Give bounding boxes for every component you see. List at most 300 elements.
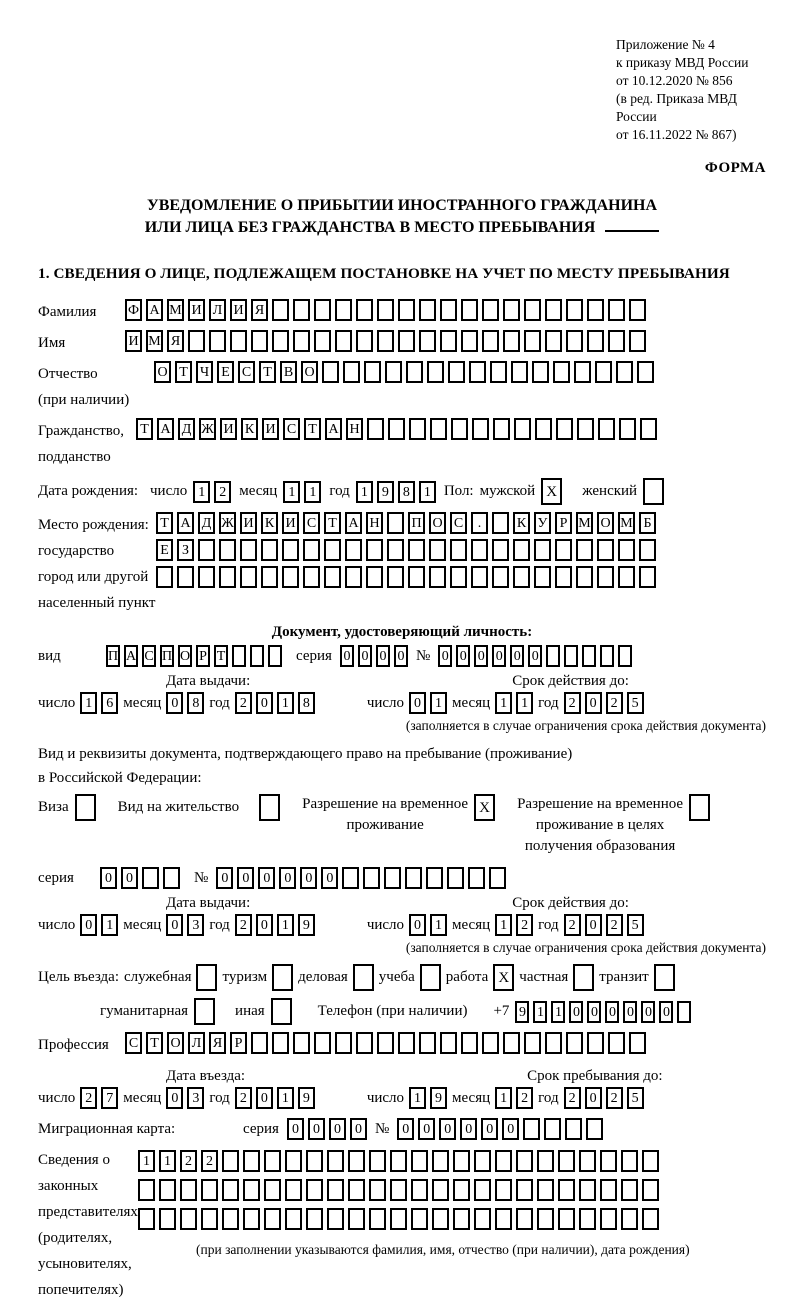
char-box[interactable] [474, 1179, 491, 1201]
char-box[interactable]: 0 [585, 914, 602, 936]
char-box[interactable] [335, 330, 352, 352]
char-box[interactable] [556, 418, 573, 440]
char-box[interactable] [369, 1179, 386, 1201]
char-box[interactable]: 0 [397, 1118, 414, 1140]
char-box[interactable] [303, 539, 320, 561]
char-box[interactable] [426, 867, 443, 889]
char-box[interactable] [577, 418, 594, 440]
char-box[interactable] [537, 1208, 554, 1230]
char-box[interactable]: С [125, 1032, 142, 1054]
char-box[interactable] [408, 539, 425, 561]
char-box[interactable] [408, 566, 425, 588]
char-box[interactable] [677, 1001, 691, 1023]
char-box[interactable] [387, 512, 404, 534]
purpose-tourism-checkbox[interactable] [272, 964, 293, 991]
char-box[interactable]: 1 [80, 692, 97, 714]
char-box[interactable] [327, 1150, 344, 1172]
char-box[interactable] [306, 1150, 323, 1172]
char-box[interactable] [447, 867, 464, 889]
char-box[interactable]: Л [188, 1032, 205, 1054]
char-box[interactable] [453, 1150, 470, 1172]
char-box[interactable]: 2 [80, 1087, 97, 1109]
char-box[interactable]: Т [175, 361, 192, 383]
char-box[interactable] [419, 299, 436, 321]
char-box[interactable] [576, 539, 593, 561]
char-box[interactable] [432, 1179, 449, 1201]
char-box[interactable]: 0 [258, 867, 275, 889]
char-box[interactable]: 0 [166, 914, 183, 936]
char-box[interactable] [285, 1208, 302, 1230]
char-box[interactable]: 6 [101, 692, 118, 714]
char-box[interactable]: С [142, 645, 156, 667]
char-box[interactable]: 2 [201, 1150, 218, 1172]
char-box[interactable] [471, 566, 488, 588]
char-box[interactable] [600, 1208, 617, 1230]
char-box[interactable] [451, 418, 468, 440]
char-box[interactable] [516, 1150, 533, 1172]
char-box[interactable] [250, 645, 264, 667]
char-box[interactable] [432, 1150, 449, 1172]
char-box[interactable] [524, 330, 541, 352]
char-box[interactable] [448, 361, 465, 383]
char-box[interactable]: С [303, 512, 320, 534]
char-box[interactable] [142, 867, 159, 889]
char-box[interactable]: 5 [627, 1087, 644, 1109]
char-box[interactable] [566, 1032, 583, 1054]
char-box[interactable] [553, 361, 570, 383]
char-box[interactable] [495, 1150, 512, 1172]
char-box[interactable] [493, 418, 510, 440]
char-box[interactable] [618, 566, 635, 588]
char-box[interactable] [243, 1179, 260, 1201]
char-box[interactable]: 1 [551, 1001, 565, 1023]
char-box[interactable] [461, 1032, 478, 1054]
char-box[interactable] [419, 330, 436, 352]
char-box[interactable]: А [124, 645, 138, 667]
char-box[interactable]: 0 [100, 867, 117, 889]
char-box[interactable]: К [241, 418, 258, 440]
char-box[interactable] [600, 1150, 617, 1172]
char-box[interactable] [322, 361, 339, 383]
char-box[interactable] [608, 299, 625, 321]
char-box[interactable]: Т [136, 418, 153, 440]
char-box[interactable] [293, 1032, 310, 1054]
sex-male-checkbox[interactable]: X [541, 478, 562, 505]
char-box[interactable] [390, 1150, 407, 1172]
char-box[interactable]: 8 [187, 692, 204, 714]
char-box[interactable] [558, 1179, 575, 1201]
char-box[interactable]: 0 [216, 867, 233, 889]
char-box[interactable] [639, 539, 656, 561]
char-box[interactable]: 0 [237, 867, 254, 889]
char-box[interactable]: М [167, 299, 184, 321]
char-box[interactable] [306, 1208, 323, 1230]
char-box[interactable]: Ж [219, 512, 236, 534]
char-box[interactable]: 0 [623, 1001, 637, 1023]
char-box[interactable] [369, 1208, 386, 1230]
char-box[interactable] [377, 330, 394, 352]
char-box[interactable]: С [238, 361, 255, 383]
char-box[interactable]: 0 [394, 645, 408, 667]
char-box[interactable] [342, 867, 359, 889]
char-box[interactable] [387, 566, 404, 588]
char-box[interactable]: 5 [627, 914, 644, 936]
char-box[interactable]: Р [230, 1032, 247, 1054]
char-box[interactable]: К [513, 512, 530, 534]
char-box[interactable] [156, 566, 173, 588]
char-box[interactable]: 1 [533, 1001, 547, 1023]
purpose-transit-checkbox[interactable] [654, 964, 675, 991]
char-box[interactable]: П [408, 512, 425, 534]
char-box[interactable]: 0 [585, 692, 602, 714]
char-box[interactable]: 0 [587, 1001, 601, 1023]
char-box[interactable]: Т [146, 1032, 163, 1054]
char-box[interactable] [430, 418, 447, 440]
char-box[interactable] [639, 566, 656, 588]
char-box[interactable] [385, 361, 402, 383]
char-box[interactable] [608, 1032, 625, 1054]
residence-permit-checkbox[interactable] [259, 794, 280, 821]
char-box[interactable] [366, 566, 383, 588]
char-box[interactable]: 2 [564, 1087, 581, 1109]
char-box[interactable] [335, 299, 352, 321]
char-box[interactable] [545, 299, 562, 321]
char-box[interactable]: 5 [627, 692, 644, 714]
char-box[interactable]: 0 [569, 1001, 583, 1023]
char-box[interactable] [492, 512, 509, 534]
char-box[interactable] [546, 645, 560, 667]
char-box[interactable]: 0 [121, 867, 138, 889]
char-box[interactable] [411, 1179, 428, 1201]
char-box[interactable] [558, 1208, 575, 1230]
char-box[interactable]: И [282, 512, 299, 534]
char-box[interactable] [384, 867, 401, 889]
char-box[interactable]: 1 [430, 692, 447, 714]
char-box[interactable] [621, 1150, 638, 1172]
char-box[interactable] [243, 1208, 260, 1230]
char-box[interactable] [356, 299, 373, 321]
char-box[interactable] [600, 645, 614, 667]
char-box[interactable] [377, 1032, 394, 1054]
char-box[interactable] [564, 645, 578, 667]
char-box[interactable]: Т [304, 418, 321, 440]
char-box[interactable]: У [534, 512, 551, 534]
char-box[interactable]: 1 [277, 692, 294, 714]
char-box[interactable] [587, 330, 604, 352]
char-box[interactable] [432, 1208, 449, 1230]
char-box[interactable] [523, 1118, 540, 1140]
char-box[interactable] [409, 418, 426, 440]
char-box[interactable] [411, 1150, 428, 1172]
char-box[interactable]: 0 [438, 645, 452, 667]
char-box[interactable] [387, 539, 404, 561]
char-box[interactable] [348, 1150, 365, 1172]
char-box[interactable]: 9 [515, 1001, 529, 1023]
purpose-business-checkbox[interactable] [196, 964, 217, 991]
char-box[interactable]: 0 [481, 1118, 498, 1140]
char-box[interactable] [293, 330, 310, 352]
char-box[interactable] [222, 1150, 239, 1172]
char-box[interactable] [356, 1032, 373, 1054]
char-box[interactable] [535, 418, 552, 440]
char-box[interactable]: 0 [80, 914, 97, 936]
char-box[interactable] [537, 1150, 554, 1172]
char-box[interactable]: 2 [214, 481, 231, 503]
char-box[interactable]: 0 [409, 914, 426, 936]
char-box[interactable] [524, 299, 541, 321]
char-box[interactable] [629, 330, 646, 352]
char-box[interactable] [469, 361, 486, 383]
char-box[interactable] [390, 1179, 407, 1201]
char-box[interactable] [474, 1150, 491, 1172]
char-box[interactable] [495, 1208, 512, 1230]
purpose-private-checkbox[interactable] [573, 964, 594, 991]
char-box[interactable]: 0 [502, 1118, 519, 1140]
char-box[interactable]: А [345, 512, 362, 534]
char-box[interactable] [219, 566, 236, 588]
char-box[interactable] [398, 330, 415, 352]
char-box[interactable]: С [450, 512, 467, 534]
char-box[interactable] [595, 361, 612, 383]
char-box[interactable] [406, 361, 423, 383]
char-box[interactable]: Т [156, 512, 173, 534]
char-box[interactable]: 1 [159, 1150, 176, 1172]
char-box[interactable] [282, 566, 299, 588]
char-box[interactable] [201, 1179, 218, 1201]
char-box[interactable]: П [106, 645, 120, 667]
char-box[interactable] [405, 867, 422, 889]
char-box[interactable] [314, 330, 331, 352]
char-box[interactable] [419, 1032, 436, 1054]
char-box[interactable] [598, 418, 615, 440]
char-box[interactable]: Я [251, 299, 268, 321]
sex-female-checkbox[interactable] [643, 478, 664, 505]
char-box[interactable]: 0 [456, 645, 470, 667]
char-box[interactable]: 2 [235, 692, 252, 714]
char-box[interactable] [618, 539, 635, 561]
char-box[interactable] [209, 330, 226, 352]
char-box[interactable] [558, 1150, 575, 1172]
char-box[interactable]: С [283, 418, 300, 440]
char-box[interactable]: Ж [199, 418, 216, 440]
char-box[interactable] [369, 1150, 386, 1172]
char-box[interactable] [429, 539, 446, 561]
char-box[interactable] [285, 1179, 302, 1201]
char-box[interactable] [335, 1032, 352, 1054]
purpose-work-checkbox[interactable]: X [493, 964, 514, 991]
char-box[interactable]: Р [555, 512, 572, 534]
char-box[interactable]: 0 [659, 1001, 673, 1023]
char-box[interactable]: 2 [564, 914, 581, 936]
char-box[interactable] [453, 1179, 470, 1201]
char-box[interactable] [579, 1208, 596, 1230]
char-box[interactable]: 1 [419, 481, 436, 503]
char-box[interactable]: Л [209, 299, 226, 321]
char-box[interactable] [366, 539, 383, 561]
purpose-humanitarian-checkbox[interactable] [194, 998, 215, 1025]
char-box[interactable] [586, 1118, 603, 1140]
char-box[interactable]: О [178, 645, 192, 667]
char-box[interactable] [314, 1032, 331, 1054]
char-box[interactable] [579, 1179, 596, 1201]
char-box[interactable]: 0 [166, 1087, 183, 1109]
visa-checkbox[interactable] [75, 794, 96, 821]
char-box[interactable]: 3 [187, 1087, 204, 1109]
char-box[interactable] [482, 330, 499, 352]
char-box[interactable] [637, 361, 654, 383]
char-box[interactable] [544, 1118, 561, 1140]
char-box[interactable]: 0 [256, 914, 273, 936]
char-box[interactable] [471, 539, 488, 561]
char-box[interactable]: 1 [516, 692, 533, 714]
char-box[interactable] [180, 1208, 197, 1230]
char-box[interactable] [440, 1032, 457, 1054]
char-box[interactable] [576, 566, 593, 588]
char-box[interactable] [503, 299, 520, 321]
char-box[interactable] [472, 418, 489, 440]
char-box[interactable]: 0 [460, 1118, 477, 1140]
char-box[interactable]: О [167, 1032, 184, 1054]
char-box[interactable] [222, 1179, 239, 1201]
char-box[interactable]: Д [178, 418, 195, 440]
char-box[interactable] [272, 299, 289, 321]
char-box[interactable] [261, 539, 278, 561]
char-box[interactable] [503, 1032, 520, 1054]
char-box[interactable]: Е [156, 539, 173, 561]
char-box[interactable] [356, 330, 373, 352]
char-box[interactable] [440, 330, 457, 352]
char-box[interactable] [427, 361, 444, 383]
char-box[interactable]: 0 [585, 1087, 602, 1109]
char-box[interactable] [513, 566, 530, 588]
char-box[interactable] [324, 539, 341, 561]
char-box[interactable]: Б [639, 512, 656, 534]
char-box[interactable] [327, 1179, 344, 1201]
char-box[interactable] [642, 1150, 659, 1172]
char-box[interactable]: Р [196, 645, 210, 667]
char-box[interactable] [138, 1208, 155, 1230]
char-box[interactable]: Н [366, 512, 383, 534]
char-box[interactable] [642, 1179, 659, 1201]
char-box[interactable] [303, 566, 320, 588]
char-box[interactable]: Е [217, 361, 234, 383]
char-box[interactable] [608, 330, 625, 352]
char-box[interactable] [492, 566, 509, 588]
char-box[interactable]: 0 [340, 645, 354, 667]
char-box[interactable]: Ф [125, 299, 142, 321]
char-box[interactable] [516, 1179, 533, 1201]
char-box[interactable] [345, 539, 362, 561]
char-box[interactable]: М [146, 330, 163, 352]
char-box[interactable] [534, 566, 551, 588]
char-box[interactable] [532, 361, 549, 383]
char-box[interactable] [474, 1208, 491, 1230]
char-box[interactable] [188, 330, 205, 352]
char-box[interactable]: 9 [298, 914, 315, 936]
char-box[interactable] [579, 1150, 596, 1172]
char-box[interactable] [524, 1032, 541, 1054]
char-box[interactable] [482, 1032, 499, 1054]
char-box[interactable] [566, 299, 583, 321]
char-box[interactable]: И [230, 299, 247, 321]
char-box[interactable] [327, 1208, 344, 1230]
char-box[interactable]: 0 [358, 645, 372, 667]
char-box[interactable] [597, 566, 614, 588]
char-box[interactable] [177, 566, 194, 588]
char-box[interactable]: 0 [287, 1118, 304, 1140]
char-box[interactable]: 1 [304, 481, 321, 503]
char-box[interactable] [180, 1179, 197, 1201]
char-box[interactable]: И [125, 330, 142, 352]
char-box[interactable]: Т [214, 645, 228, 667]
char-box[interactable]: 2 [606, 914, 623, 936]
char-box[interactable] [324, 566, 341, 588]
char-box[interactable]: О [597, 512, 614, 534]
char-box[interactable]: 0 [528, 645, 542, 667]
char-box[interactable]: 0 [256, 1087, 273, 1109]
char-box[interactable]: О [429, 512, 446, 534]
char-box[interactable] [429, 566, 446, 588]
char-box[interactable] [285, 1150, 302, 1172]
char-box[interactable] [306, 1179, 323, 1201]
char-box[interactable]: А [146, 299, 163, 321]
char-box[interactable] [489, 867, 506, 889]
char-box[interactable]: 0 [308, 1118, 325, 1140]
char-box[interactable] [398, 1032, 415, 1054]
char-box[interactable] [201, 1208, 218, 1230]
char-box[interactable] [348, 1208, 365, 1230]
char-box[interactable]: 9 [430, 1087, 447, 1109]
char-box[interactable]: 8 [398, 481, 415, 503]
char-box[interactable]: 0 [329, 1118, 346, 1140]
char-box[interactable]: 0 [492, 645, 506, 667]
char-box[interactable]: 0 [641, 1001, 655, 1023]
char-box[interactable]: 2 [180, 1150, 197, 1172]
char-box[interactable] [514, 418, 531, 440]
char-box[interactable] [163, 867, 180, 889]
char-box[interactable] [268, 645, 282, 667]
char-box[interactable] [574, 361, 591, 383]
char-box[interactable]: 1 [356, 481, 373, 503]
char-box[interactable] [629, 1032, 646, 1054]
char-box[interactable]: 2 [606, 692, 623, 714]
char-box[interactable] [440, 299, 457, 321]
char-box[interactable]: Я [209, 1032, 226, 1054]
char-box[interactable] [640, 418, 657, 440]
char-box[interactable]: П [160, 645, 174, 667]
char-box[interactable] [343, 361, 360, 383]
char-box[interactable]: О [301, 361, 318, 383]
char-box[interactable]: 2 [235, 914, 252, 936]
char-box[interactable]: 0 [300, 867, 317, 889]
char-box[interactable] [377, 299, 394, 321]
char-box[interactable]: 1 [495, 914, 512, 936]
char-box[interactable]: А [325, 418, 342, 440]
char-box[interactable]: 9 [298, 1087, 315, 1109]
char-box[interactable] [555, 566, 572, 588]
char-box[interactable] [453, 1208, 470, 1230]
char-box[interactable] [597, 539, 614, 561]
char-box[interactable] [516, 1208, 533, 1230]
char-box[interactable] [348, 1179, 365, 1201]
char-box[interactable] [545, 1032, 562, 1054]
char-box[interactable]: 2 [516, 1087, 533, 1109]
char-box[interactable] [398, 299, 415, 321]
char-box[interactable] [251, 330, 268, 352]
char-box[interactable]: Я [167, 330, 184, 352]
char-box[interactable]: 0 [279, 867, 296, 889]
char-box[interactable] [587, 299, 604, 321]
